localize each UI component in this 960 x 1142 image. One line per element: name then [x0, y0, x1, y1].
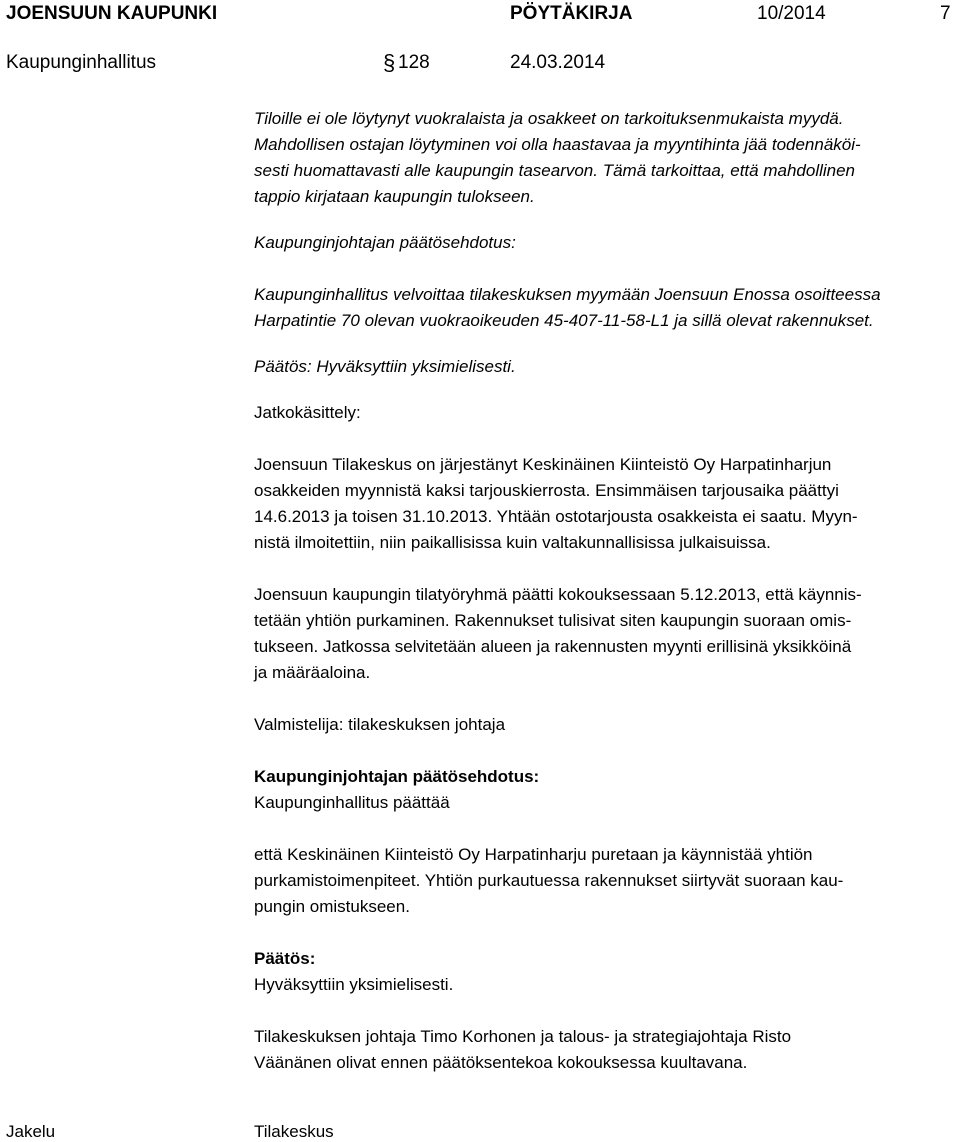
text-line: että Keskinäinen Kiinteistö Oy Harpatinharju puretaan ja käynnistää yhtiön [254, 845, 813, 864]
text-line: tappio kirjataan kaupungin tulokseen. [254, 187, 535, 206]
proposal-lead: Kaupunginhallitus päättää [254, 793, 450, 812]
section-symbol: § [383, 50, 396, 75]
proposal-text [254, 282, 954, 334]
distribution-label: Jakelu [6, 1122, 56, 1141]
text-line: osakkeiden myynnistä kaksi tarjouskierrosta. Ensimmäisen tarjousaika päättyi [254, 481, 839, 500]
text-line: Harpatintie 70 olevan vuokraoikeuden 45-407-11-58-L1 ja sillä olevat rakennukset. [254, 311, 874, 330]
preparer-line: Valmistelija: tilakeskuksen johtaja [254, 715, 506, 734]
followup-paragraph [254, 452, 954, 556]
meeting-date: 24.03.2014 [510, 52, 606, 73]
text-line: 14.6.2013 ja toisen 31.10.2013. Yhtään ostotarjousta osakkeista ei saatu. Myyn- [254, 507, 858, 526]
distribution-value: Tilakeskus [254, 1122, 334, 1141]
text-line: nistä ilmoitettiin, niin paikallisissa kuin valtakunnallisissa julkaisuissa. [254, 533, 771, 552]
text-line: tukseen. Jatkossa selvitetään alueen ja rakennusten myynti erillisinä yksikköinä [254, 637, 852, 656]
followup-paragraph [254, 582, 954, 686]
document-number: 10/2014 [757, 3, 826, 24]
decision-text: Päätös: Hyväksyttiin yksimielisesti. [254, 357, 516, 376]
attendance-paragraph [254, 1024, 954, 1076]
section-number: 128 [398, 52, 430, 73]
followup-heading: Jatkokäsittely: [254, 403, 361, 422]
proposal-heading: Kaupunginjohtajan päätösehdotus: [254, 767, 540, 786]
document-type: PÖYTÄKIRJA [510, 3, 633, 24]
text-line: Joensuun kaupungin tilatyöryhmä päätti kokouksessaan 5.12.2013, että käynnis- [254, 585, 862, 604]
text-line: Mahdollisen ostajan löytyminen voi olla haastavaa ja myyntihinta jää todennäköi- [254, 135, 861, 154]
intro-paragraph [254, 106, 954, 210]
proposal-heading: Kaupunginjohtajan päätösehdotus: [254, 233, 516, 252]
text-line: Väänänen olivat ennen päätöksentekoa kokouksessa kuultavana. [254, 1053, 748, 1072]
organization-name: JOENSUUN KAUPUNKI [6, 3, 218, 24]
proposal-text [254, 842, 954, 920]
text-line: sesti huomattavasti alle kaupungin tasearvon. Tämä tarkoittaa, että mahdollinen [254, 161, 856, 180]
text-line: Tilakeskuksen johtaja Timo Korhonen ja talous- ja strategiajohtaja Risto [254, 1027, 792, 1046]
text-line: ja määräaloina. [254, 663, 371, 682]
text-line: pungin omistukseen. [254, 897, 410, 916]
decision-text: Hyväksyttiin yksimielisesti. [254, 975, 454, 994]
page-number: 7 [940, 3, 951, 24]
text-line: Tiloille ei ole löytynyt vuokralaista ja osakkeet on tarkoituksenmukaista myydä. [254, 109, 844, 128]
text-line: Kaupunginhallitus velvoittaa tilakeskuksen myymään Joensuun Enossa osoitteessa [254, 285, 881, 304]
document-body [254, 106, 954, 1076]
meeting-body: Kaupunginhallitus [6, 52, 157, 73]
decision-heading: Päätös: [254, 949, 316, 968]
text-line: Joensuun Tilakeskus on järjestänyt Keskinäinen Kiinteistö Oy Harpatinharjun [254, 455, 832, 474]
text-line: purkamistoimenpiteet. Yhtiön purkautuessa rakennukset siirtyvät suoraan kau- [254, 871, 844, 890]
text-line: tetään yhtiön purkaminen. Rakennukset tulisivat siten kaupungin suoraan omis- [254, 611, 852, 630]
